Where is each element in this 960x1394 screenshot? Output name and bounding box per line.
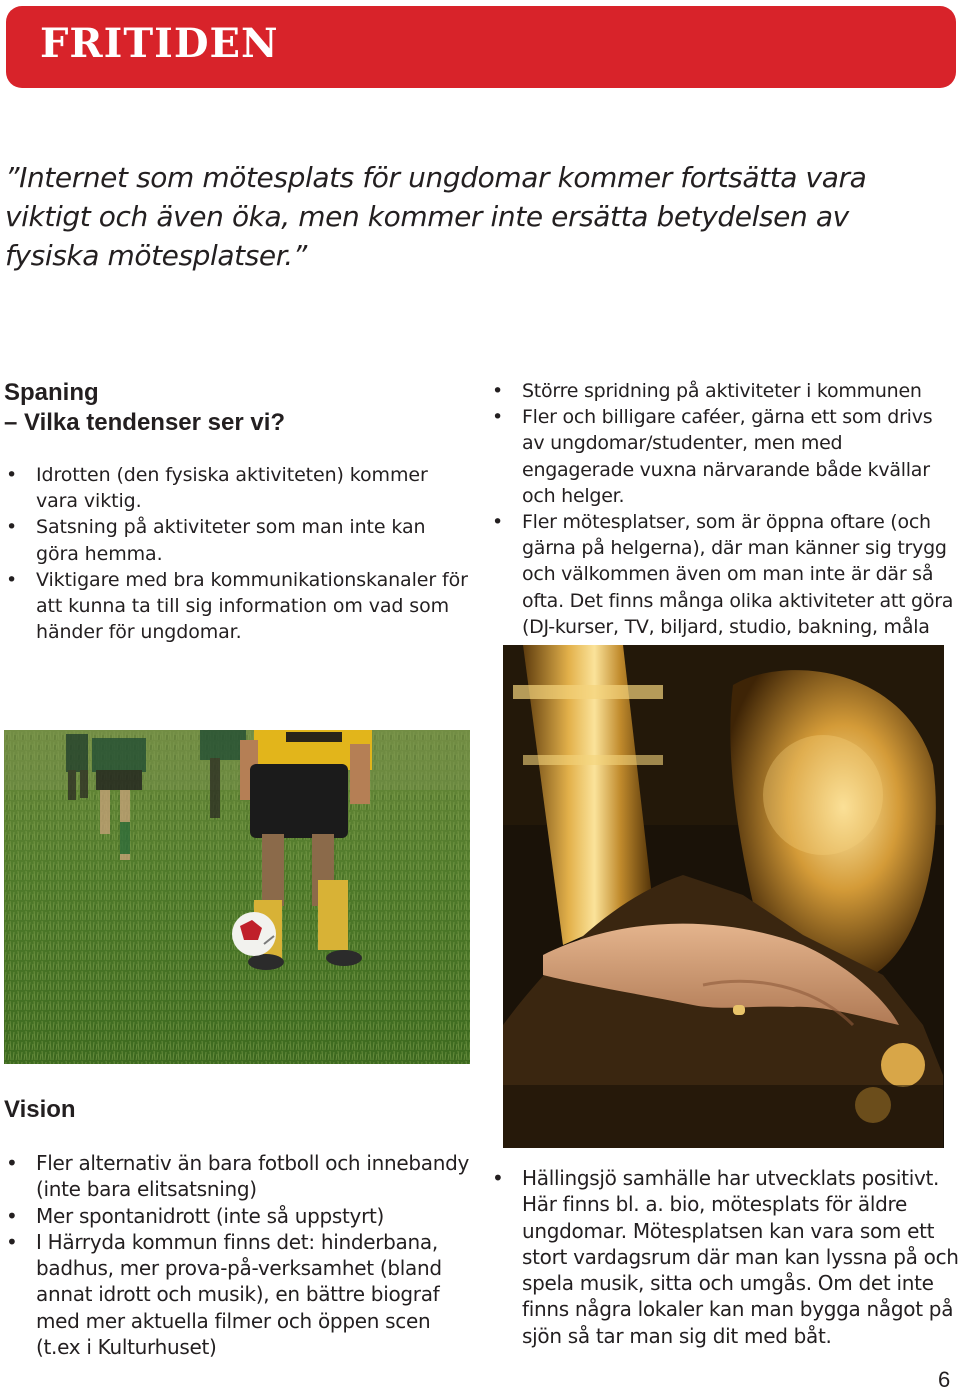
- list-item: • Mer spontanidrott (inte så uppstyrt): [4, 1203, 479, 1229]
- list-item: • Fler mötesplatser, som är öppna oftare (och gärna på helgerna), där man känner sig trygg och välkommen även om man inte är där så ofta. Det finns många olika aktiviteter att göra (DJ-kurser, TV, biljard, studio, bakning, måla: [490, 509, 960, 666]
- spaning-heading: [4, 378, 285, 438]
- list-item: • Fler alternativ än bara fotboll och innebandy (inte bara elitsatsning): [4, 1150, 479, 1203]
- list-item: • Hällingsjö samhälle har utvecklats positivt. Här finns bl. a. bio, mötesplats för äldre ungdomar. Mötesplatsen kan vara som ett stort vardagsrum där man kan lyssna på och spela musik, sitta och umgås. Om det inte finns några lokaler kan man bygga något på sjön så tar man sig dit med båt.: [490, 1165, 960, 1349]
- spaning-list-right: [490, 378, 960, 666]
- soccer-photo: [4, 730, 470, 1064]
- vision-list-left: [4, 1150, 479, 1360]
- list-item: • Större spridning på aktiviteter i kommunen: [490, 378, 960, 404]
- list-item: • Viktigare med bra kommunikationskanaler för att kunna ta till sig information om vad som händer för ungdomar.: [4, 567, 474, 646]
- list-item: • I Härryda kommun finns det: hinderbana, badhus, mer prova-på-verksamhet (bland annat idrott och musik), en bättre biograf med mer aktuella filmer och öppen scen (t.ex i Kulturhuset): [4, 1229, 479, 1360]
- list-item: • Idrotten (den fysiska aktiviteten) kommer vara viktig.: [4, 462, 474, 514]
- saxophone-photo: [503, 645, 944, 1148]
- vision-list-right: [490, 1165, 960, 1349]
- list-item: • Fler och billigare caféer, gärna ett som drivs av ungdomar/studenter, men med engagerade vuxna närvarande både kvällar och helger.: [490, 404, 960, 509]
- spaning-list-left: [4, 462, 474, 645]
- spaning-title: Spaning: [4, 379, 99, 406]
- list-item: • Satsning på aktiviteter som man inte kan göra hemma.: [4, 514, 474, 566]
- page-title: FRITIDEN: [40, 20, 279, 67]
- spaning-subtitle: – Vilka tendenser ser vi?: [4, 409, 286, 436]
- vision-title: Vision: [4, 1096, 76, 1123]
- page-number: 6: [938, 1367, 951, 1392]
- header-banner: [6, 6, 956, 88]
- intro-quote: ”Internet som mötesplats för ungdomar kommer fortsätta vara viktigt och även öka, men kommer inte ersätta betydelsen av fysiska mötesplatser.”: [5, 161, 867, 272]
